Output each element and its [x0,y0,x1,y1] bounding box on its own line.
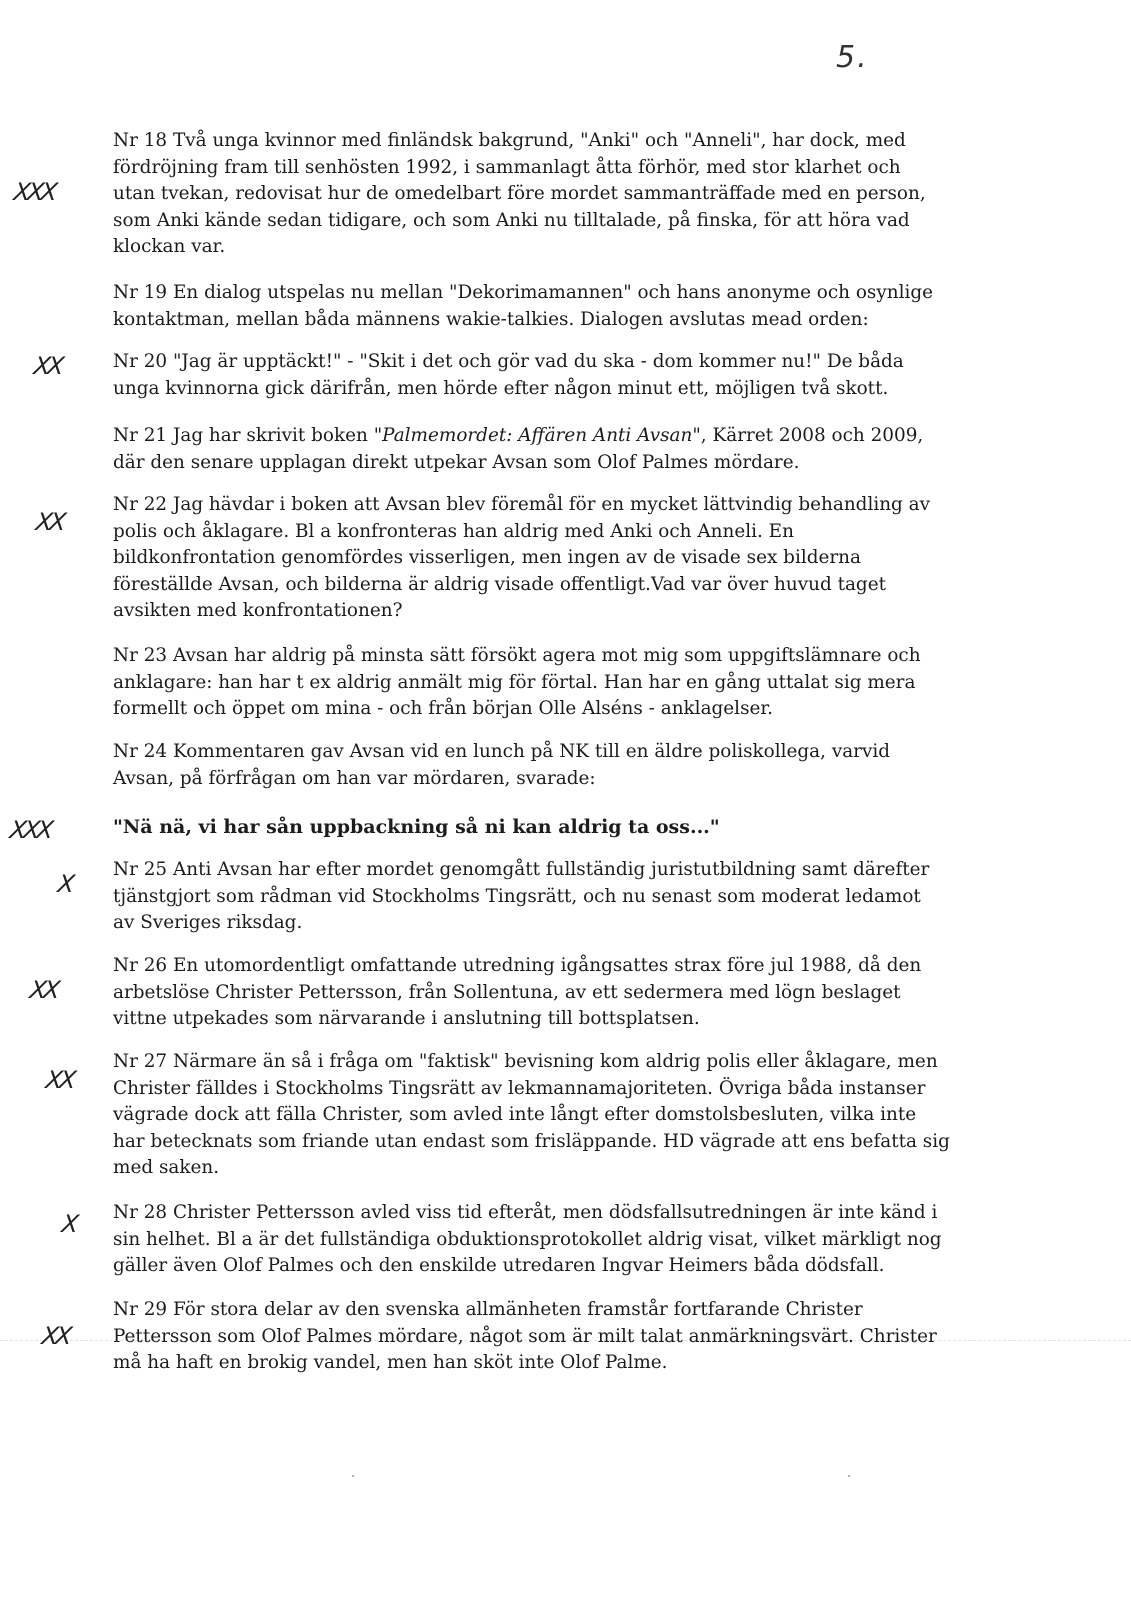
margin-mark-nr28: X [60,1210,78,1238]
paragraph-nr20 [113,349,973,402]
paragraph-nr23 [113,643,973,723]
text-line: Nr 23 Avsan har aldrig på minsta sätt försökt agera mot mig som uppgiftslämnare och [113,645,921,666]
margin-mark-nr25: X [56,870,74,898]
text-line: vägrade dock att fälla Christer, som avled inte långt efter domstolsbesluten, vilka inte [113,1104,917,1125]
paragraph-nr25 [113,857,973,937]
text-line: med saken. [113,1157,220,1178]
text-line: har betecknats som friande utan endast som frisläppande. HD vägrade att ens befatta sig [113,1130,950,1152]
text-line: må ha haft en brokig vandel, men han sköt inte Olof Palme. [113,1352,668,1373]
text-line: där den senare upplagan direkt utpekar Avsan som Olof Palmes mördare. [113,451,800,473]
margin-mark-nr29: XX [40,1322,71,1350]
book-title: "Palmemordet: Affären Anti Avsan" [373,425,701,446]
text-segment: Nr 21 Jag har skrivit boken [113,425,374,446]
paragraph-nr19 [113,280,973,333]
paragraph-nr24 [113,739,973,792]
text-line: Nr 25 Anti Avsan har efter mordet genomgått fullständig juristutbildning samt därefter [113,859,930,880]
text-line: kontaktman, mellan båda männens wakie-talkies. Dialogen avslutas mead orden: [113,308,869,330]
text-line: formellt och öppet om mina - och från början Olle Alséns - anklagelser. [113,698,774,719]
scan-speck [352,1475,354,1477]
text-line: Nr 27 Närmare än så i fråga om "faktisk" bevisning kom aldrig polis eller åklagare, men [113,1051,938,1072]
text-line: gäller även Olof Palmes och den enskilde utredaren Ingvar Heimers båda dödsfall. [113,1255,885,1276]
paragraph-nr22 [113,492,973,625]
text-line: anklagare: han har t ex aldrig anmält mig för förtal. Han har en gång uttalat sig mera [113,671,916,693]
text-line: polis och åklagare. Bl a konfronteras han aldrig med Anki och Anneli. En [113,520,794,542]
margin-mark-nr26: XX [28,976,59,1004]
text-line: Nr 29 För stora delar av den svenska allmänheten framstår fortfarande Christer [113,1299,863,1320]
text-line: avsikten med konfrontationen? [113,600,403,621]
text-line: fördröjning fram till senhösten 1992, i sammanlagt åtta förhör, med stor klarhet och [113,156,901,178]
text-line: Nr 24 Kommentaren gav Avsan vid en lunch på NK till en äldre poliskollega, varvid [113,741,891,762]
paragraph-nr27 [113,1049,973,1182]
text-line: Avsan, på förfrågan om han var mördaren, svarade: [113,767,596,789]
text-line [113,423,973,450]
text-line: Nr 18 Två unga kvinnor med finländsk bakgrund, "Anki" och "Anneli", har dock, med [113,130,906,151]
paragraph-nr18 [113,128,973,261]
paragraph-nr21 [113,423,973,476]
text-line: tjänstgjort som rådman vid Stockholms Tingsrätt, och nu senast som moderat ledamot [113,885,921,907]
text-line: Nr 28 Christer Pettersson avled viss tid efteråt, men dödsfallsutredningen är inte känd i [113,1202,938,1223]
text-line: Nr 22 Jag hävdar i boken att Avsan blev föremål för en mycket lättvindig behandling av [113,494,931,515]
text-line: Nr 26 En utomordentligt omfattande utredning igångsattes strax före jul 1988, då den [113,955,922,976]
text-line: vittne utpekades som närvarande i anslutning till bottsplatsen. [113,1008,700,1029]
quote-line: "Nä nä, vi har sån uppbackning så ni kan aldrig ta oss..." [113,816,720,838]
text-line: Nr 19 En dialog utspelas nu mellan "Dekorimamannen" och hans anonyme och osynlige [113,282,934,303]
page-number: 5. [836,40,869,75]
text-line: Pettersson som Olof Palmes mördare, något som är milt talat anmärkningsvärt. Christer [113,1325,937,1347]
text-line: som Anki kände sedan tidigare, och som Anki nu tilltalade, på finska, för att höra vad [113,209,910,231]
margin-mark-nr20: XX [32,352,63,380]
text-line: sin helhet. Bl a är det fullständiga obduktionsprotokollet aldrig visat, vilket märkligt nog [113,1228,942,1250]
text-line: föreställde Avsan, och bilderna är aldrig visade offentligt.Vad var över huvud taget [113,573,886,595]
quote-paragraph [113,814,973,841]
text-line: bildkonfrontation genomfördes visserligen, men ingen av de visade sex bilderna [113,547,861,568]
text-line: unga kvinnorna gick därifrån, men hörde efter någon minut ett, möjligen två skott. [113,377,889,399]
margin-mark-nr22: XX [34,508,65,536]
margin-mark-nr27: XX [44,1066,75,1094]
paragraph-nr29 [113,1297,973,1377]
text-line: Nr 20 "Jag är upptäckt!" - "Skit i det och gör vad du ska - dom kommer nu!" De båda [113,351,904,372]
paragraph-nr26 [113,953,973,1033]
text-line: Christer fälldes i Stockholms Tingsrätt av lekmannamajoriteten. Övriga båda instanser [113,1077,926,1099]
text-line: arbetslöse Christer Pettersson, från Sollentuna, av ett sedermera med lögn beslaget [113,981,901,1003]
text-line: av Sveriges riksdag. [113,912,303,933]
margin-mark-quote: XXX [8,816,53,844]
scan-speck [848,1475,850,1477]
text-line: klockan var. [113,236,226,257]
text-segment: , Kärret 2008 och 2009, [700,425,924,446]
paragraph-nr28 [113,1200,973,1280]
margin-mark-nr18: XXX [12,178,57,206]
text-line: utan tvekan, redovisat hur de omedelbart före mordet sammanträffade med en person, [113,183,926,204]
